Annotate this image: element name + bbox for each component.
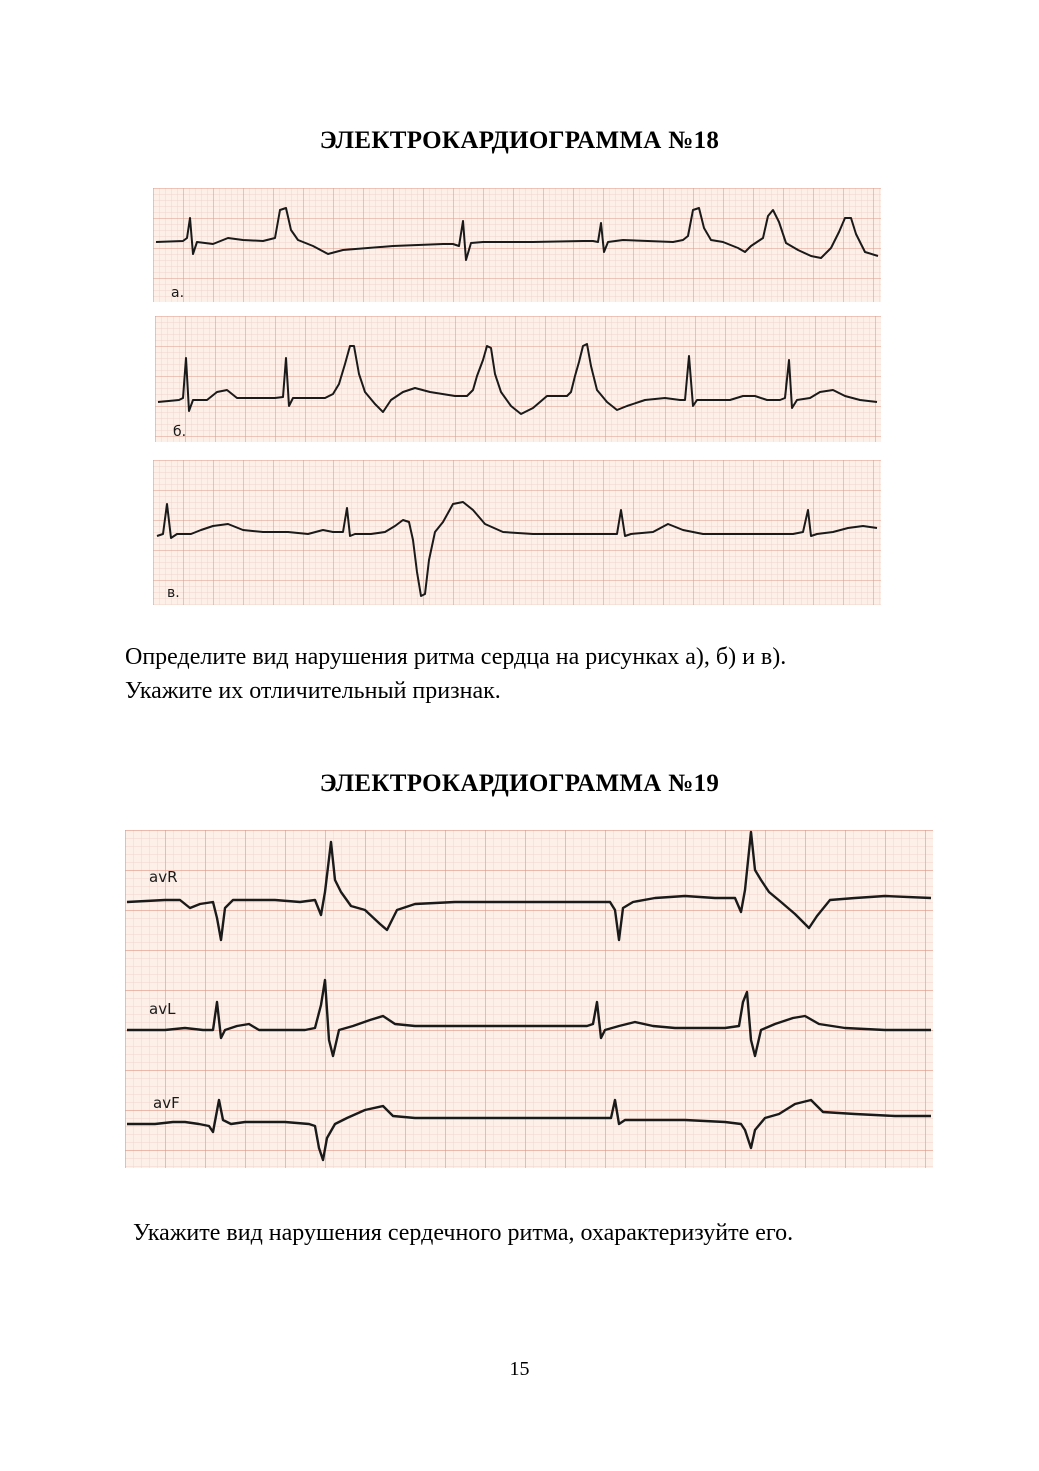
strip-label: в.: [167, 585, 180, 601]
ecg18-question-line2: Укажите их отличительный признак.: [125, 678, 501, 704]
ecg18-title: ЭЛЕКТРОКАРДИОГРАММА №18: [319, 127, 720, 154]
ecg19-title: ЭЛЕКТРОКАРДИОГРАММА №19: [319, 770, 720, 797]
strip-label: б.: [173, 424, 187, 440]
lead-label-avf: avF: [153, 1094, 180, 1112]
ecg18-strip-b: [155, 316, 881, 442]
lead-label-avr: avR: [149, 868, 178, 886]
ecg19-question: Укажите вид нарушения сердечного ритма, охарактеризуйте его.: [133, 1220, 794, 1246]
page-number: 15: [509, 1358, 530, 1380]
ecg18-strip-c: [153, 460, 881, 605]
ecg18-strip-a: [153, 188, 881, 302]
ecg19-strip: [125, 830, 933, 1168]
strip-label: а.: [171, 285, 185, 301]
lead-label-avl: avL: [149, 1000, 176, 1018]
ecg18-question-line1: Определите вид нарушения ритма сердца на рисунках а), б) и в).: [125, 644, 787, 670]
